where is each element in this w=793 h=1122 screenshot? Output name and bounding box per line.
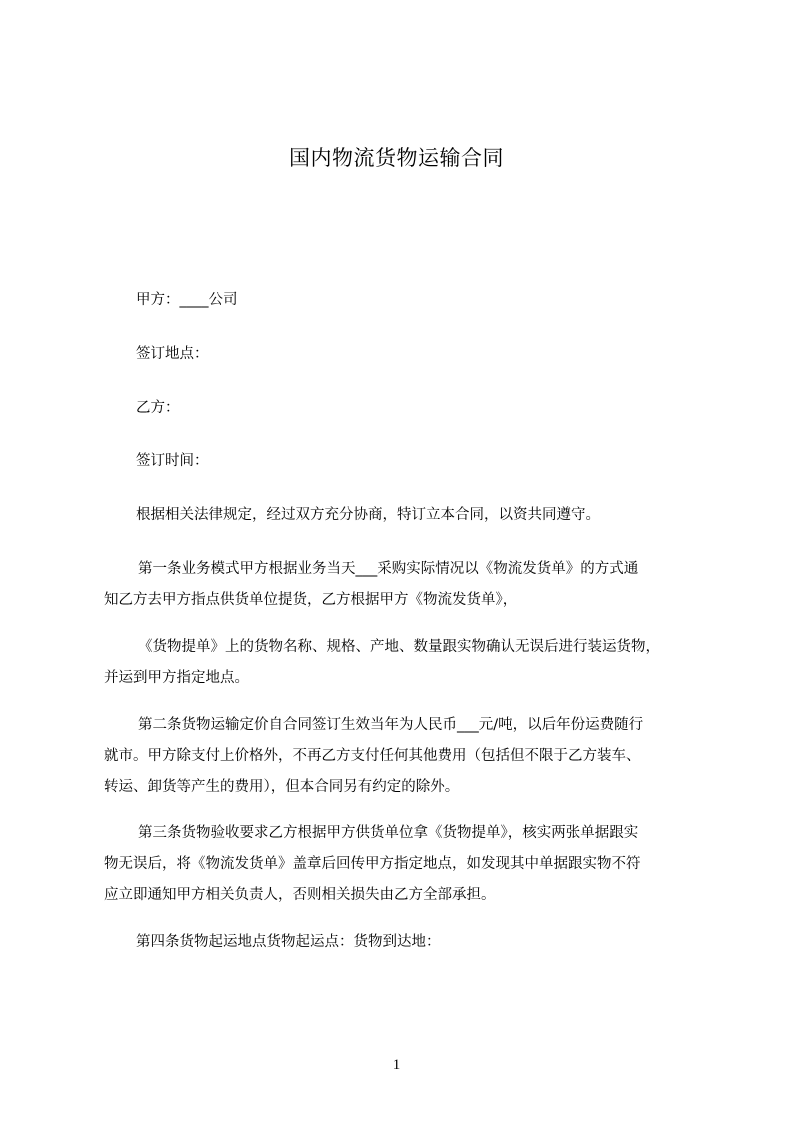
preamble-paragraph: 根据相关法律规定，经过双方充分协商，特订立本合同，以资共同遵守。	[136, 507, 600, 523]
sign-place-field: 签订地点：	[136, 346, 209, 362]
clause-1-line-2: 知乙方去甲方指点供货单位提货，乙方根据甲方《物流发货单》，	[104, 592, 518, 608]
page-number: 1	[392, 1057, 401, 1073]
clause-3-line-2: 物无误后，将《物流发货单》盖章后回传甲方指定地点，如发现其中单据跟实物不符	[104, 856, 641, 872]
page-title: 国内物流货物运输合同	[289, 146, 504, 170]
clause-3-paragraph	[104, 818, 704, 911]
clause-1-paragraph	[104, 554, 704, 616]
clause-4-paragraph: 第四条货物起运地点货物起运点：货物到达地：	[136, 934, 441, 950]
party-a-field: 甲方：____公司	[136, 292, 238, 308]
clause-2-line-3: 转运、卸货等产生的费用），但本合同另有约定的除外。	[104, 779, 460, 795]
clause-3-line-1: 第三条货物验收要求乙方根据甲方供货单位拿《货物提单》，核实两张单据跟实	[138, 825, 639, 841]
clause-3-line-3: 应立即通知甲方相关负责人，否则相关损失由乙方全部承担。	[104, 887, 496, 903]
clause-2-line-2: 就市。甲方除支付上价格外，不再乙方支付任何其他费用（包括但不限于乙方装车、	[104, 748, 641, 764]
clause-1-cont-line-2: 并运到甲方指定地点。	[104, 670, 249, 686]
clause-2-paragraph	[104, 710, 704, 803]
clause-2-line-1: 第二条货物运输定价自合同签订生效当年为人民币___元/吨，以后年份运费随行	[138, 717, 644, 733]
clause-1-cont-line-1: 《货物提单》上的货物名称、规格、产地、数量跟实物确认无误后进行装运货物，	[138, 639, 660, 655]
clause-1-continued-paragraph	[104, 632, 704, 694]
party-b-field: 乙方：	[136, 400, 180, 416]
clause-1-line-1: 第一条业务模式甲方根据业务当天___采购实际情况以《物流发货单》的方式通	[138, 561, 639, 577]
sign-time-field: 签订时间：	[136, 453, 209, 469]
